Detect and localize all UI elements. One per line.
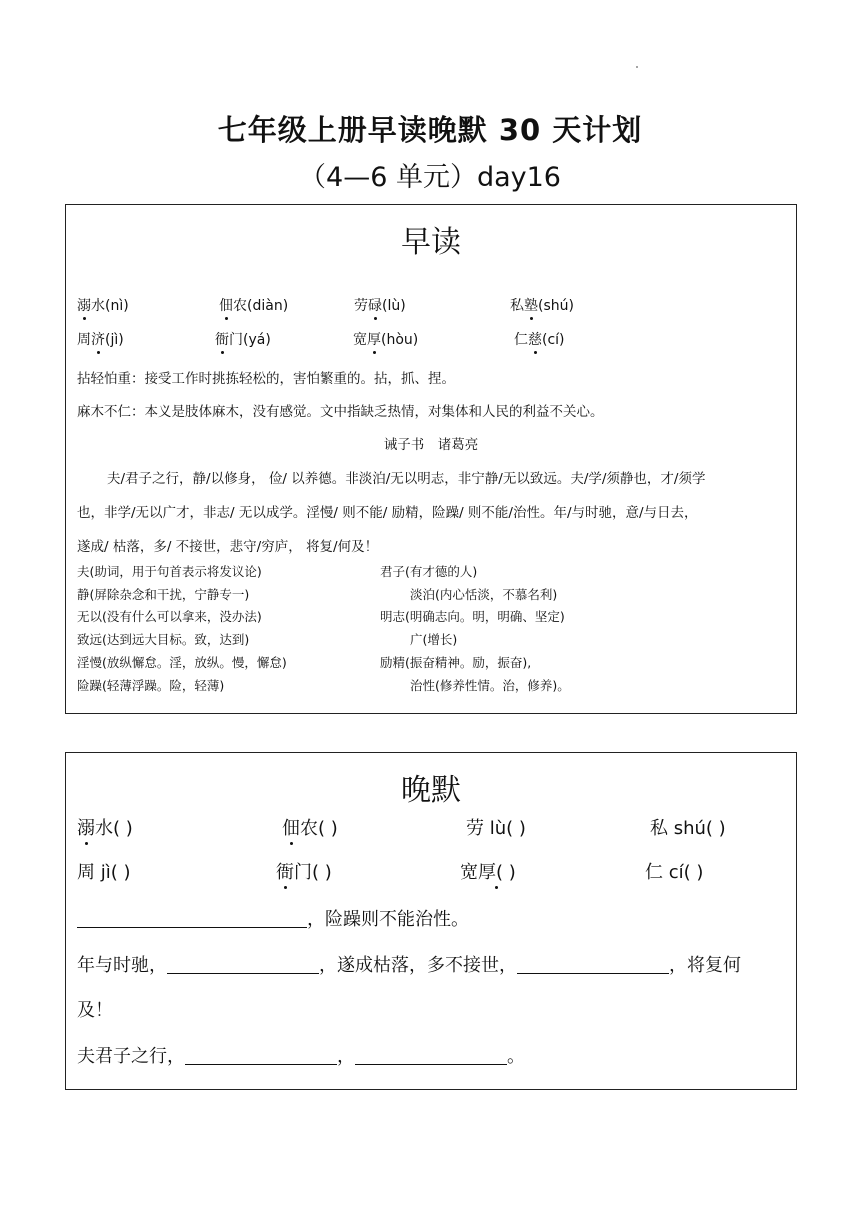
answer-blank[interactable] (185, 1046, 337, 1065)
dictation-item: 佃农( ) (282, 814, 338, 840)
poem-line: 夫/君子之行，静/以修身， 俭/ 以养德。非淡泊/无以明志，非宁静/无以致远。夫/学/须静也，才/须学 (107, 471, 706, 487)
note-left: 险躁(轻薄浮躁。险，轻薄) (77, 678, 225, 693)
answer-blank[interactable] (355, 1046, 507, 1065)
fill-blank-line: 夫君子之行， ， 。 (77, 1046, 525, 1067)
dictation-item: 私 shú( ) (650, 818, 726, 839)
note-right: 治性(修养性情。治，修养)。 (410, 678, 570, 693)
vocab-item: 劳碌(lù) (354, 295, 406, 315)
poem-line: 也，非学/无以广才，非志/ 无以成学。淫慢/ 则不能/ 励精，险躁/ 则不能/治性。年/与时驰，意/与日去， (77, 505, 698, 521)
fill-blank-line: 年与时驰， ，遂成枯落，多不接世， ，将复何 (77, 955, 741, 976)
evening-heading: 晚默 (401, 773, 461, 808)
note-right: 淡泊(内心恬淡，不慕名利) (410, 587, 558, 602)
page-subtitle: （4—6 单元）day16 (299, 162, 561, 193)
note-left: 静(屏除杂念和干扰，宁静专一) (77, 587, 250, 602)
vocab-item: 佃农(diàn) (219, 295, 288, 315)
evening-dictation-box (65, 752, 797, 1090)
morning-reading-box (65, 204, 797, 714)
fill-blank-line: 及！ (77, 1000, 113, 1021)
answer-blank[interactable] (517, 955, 669, 974)
note-left: 致远(达到远大目标。致，达到) (77, 632, 250, 647)
poem-line: 遂成/ 枯落，多/ 不接世，悲守/穷庐， 将复/何及！ (77, 539, 379, 555)
note-right: 君子(有才德的人) (380, 564, 478, 579)
note-right: 明志(明确志向。明，明确、坚定) (380, 609, 565, 624)
idiom-definition: 麻木不仁：本义是肢体麻木，没有感觉。文中指缺乏热情，对集体和人民的利益不关心。 (77, 404, 604, 420)
answer-blank[interactable] (77, 909, 307, 928)
page-title: 七年级上册早读晚默 30 天计划 (217, 113, 643, 147)
vocab-item: 周济(jì) (77, 329, 124, 349)
stray-dot (636, 66, 638, 68)
note-left: 淫慢(放纵懈怠。淫，放纵。慢，懈怠) (77, 655, 287, 670)
note-left: 无以(没有什么可以拿来，没办法) (77, 609, 262, 624)
vocab-item: 私塾(shú) (510, 295, 574, 315)
dictation-item: 宽厚( ) (460, 858, 516, 884)
dictation-item: 仁 cí( ) (645, 862, 704, 883)
dictation-item: 周 jì( ) (77, 862, 131, 883)
idiom-definition: 拈轻怕重：接受工作时挑拣轻松的，害怕繁重的。拈，抓、捏。 (77, 371, 455, 387)
dictation-item: 溺水( ) (77, 814, 133, 840)
dictation-item: 劳 lù( ) (466, 818, 526, 839)
answer-blank[interactable] (167, 955, 319, 974)
note-right: 广(增长) (410, 632, 458, 647)
vocab-item: 仁慈(cí) (514, 329, 565, 349)
fill-blank-line: ，险躁则不能治性。 (77, 905, 469, 931)
vocab-item: 溺水(nì) (77, 295, 129, 315)
poem-title: 诫子书 诸葛亮 (383, 437, 479, 453)
vocab-item: 宽厚(hòu) (353, 329, 418, 349)
note-right: 励精(振奋精神。励，振奋), (380, 655, 532, 670)
note-left: 夫(助词，用于句首表示将发议论) (77, 564, 262, 579)
dictation-item: 衙门( ) (276, 858, 332, 884)
vocab-item: 衙门(yá) (215, 329, 271, 349)
morning-heading: 早读 (401, 225, 461, 260)
